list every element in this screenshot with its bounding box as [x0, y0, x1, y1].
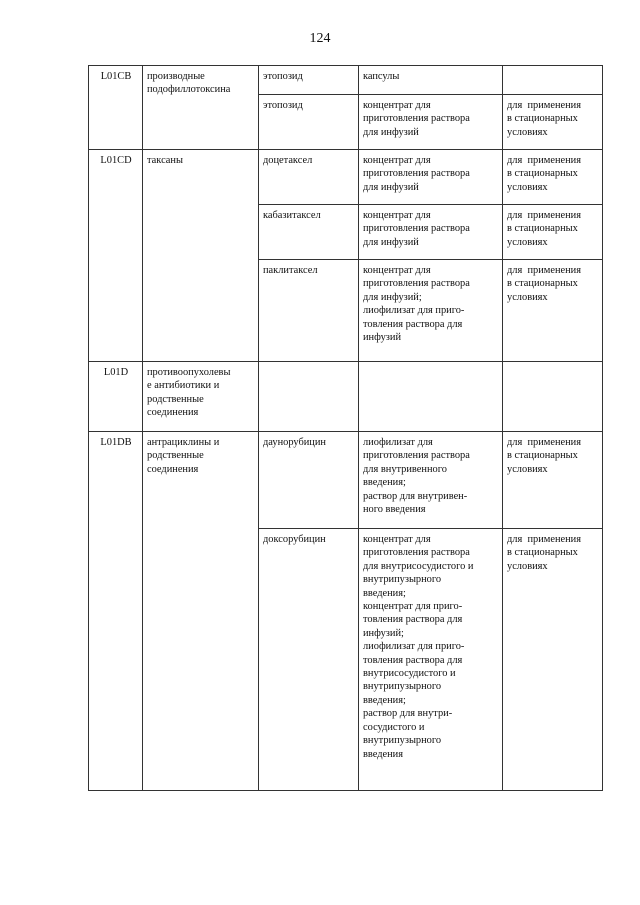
dosage-form-line: введения; [363, 587, 406, 599]
dosage-form-line: приготовления раствора [363, 168, 470, 180]
usage-condition-line: для применения [507, 210, 582, 221]
drug-name-cell [259, 95, 359, 150]
drug-name-cell [259, 362, 359, 432]
dosage-form-line: сосудистого и [363, 721, 425, 733]
anatomical-group-cell [143, 362, 259, 432]
drug-name-cell [259, 150, 359, 205]
drug-name-cell [259, 205, 359, 260]
dosage-form-line: концентрат для [363, 534, 431, 545]
atc-code-cell [89, 150, 143, 362]
group-line: антрациклины и [147, 437, 220, 448]
dosage-form-cell [359, 150, 503, 205]
dosage-form-line: раствор для внутривен- [363, 490, 468, 502]
usage-condition-cell [503, 432, 603, 529]
anatomical-group-cell [143, 150, 259, 362]
dosage-form-cell [359, 95, 503, 150]
dosage-form-cell [359, 260, 503, 362]
usage-condition-line: условиях [507, 291, 548, 303]
dosage-form-line: для внутрисосудистого и [363, 560, 474, 572]
group-line: родственные [147, 450, 204, 462]
usage-condition-line: условиях [507, 463, 548, 475]
usage-condition-cell [503, 362, 603, 432]
dosage-form-cell [359, 432, 503, 529]
drug-table [88, 65, 603, 791]
atc-code-cell [89, 432, 143, 791]
dosage-form-line: внутрипузырного [363, 574, 442, 586]
dosage-form-cell [359, 529, 503, 791]
atc-code: L01CD [100, 155, 132, 166]
dosage-form-line: введения [363, 748, 404, 760]
dosage-form-line: лиофилизат для [363, 437, 433, 448]
drug-name: даунорубицин [263, 437, 326, 448]
usage-condition-line: в стационарных [507, 223, 578, 235]
usage-condition-cell [503, 205, 603, 260]
dosage-form-cell [359, 362, 503, 432]
usage-condition-line: для применения [507, 534, 582, 545]
dosage-form-line: для внутривенного [363, 463, 447, 475]
dosage-form-line: для инфузий [363, 236, 419, 248]
table-row [89, 66, 603, 95]
page-number: 124 [309, 31, 331, 46]
dosage-form-line: ного введения [363, 504, 426, 516]
drug-name-cell [259, 432, 359, 529]
usage-condition-line: в стационарных [507, 113, 578, 125]
dosage-form-line: лиофилизат для приго- [363, 305, 465, 317]
table-row [89, 432, 603, 529]
dosage-form-line: раствор для внутри- [363, 708, 453, 720]
group-line: противоопухолевы [147, 367, 231, 378]
drug-name: паклитаксел [263, 265, 318, 276]
table-row [89, 150, 603, 205]
dosage-form-line: для инфузий; [363, 291, 422, 303]
drug-name: кабазитаксел [263, 210, 321, 221]
anatomical-group-cell [143, 66, 259, 150]
atc-code: L01DB [100, 437, 132, 448]
drug-name: доцетаксел [263, 155, 313, 166]
usage-condition-cell [503, 260, 603, 362]
dosage-form-line: инфузий [363, 332, 402, 344]
usage-condition-line: для применения [507, 265, 582, 276]
dosage-form-line: для инфузий [363, 181, 419, 193]
atc-code-cell [89, 362, 143, 432]
dosage-form-line: концентрат для [363, 100, 431, 111]
drug-name-cell [259, 66, 359, 95]
dosage-form-line: концентрат для приго- [363, 601, 463, 613]
dosage-form-line: для инфузий [363, 126, 419, 138]
atc-code: L01CB [100, 71, 132, 82]
dosage-form-line: концентрат для [363, 155, 431, 166]
anatomical-group-cell [143, 432, 259, 791]
dosage-form-line: приготовления раствора [363, 450, 470, 462]
dosage-form-line: приготовления раствора [363, 547, 470, 559]
group-line: е антибиотики и [147, 380, 220, 392]
usage-condition-line: для применения [507, 155, 582, 166]
dosage-form-line: товления раствора для [363, 318, 463, 330]
usage-condition-line: условиях [507, 126, 548, 138]
usage-condition-cell [503, 529, 603, 791]
dosage-form-line: капсулы [363, 71, 400, 82]
dosage-form-line: приготовления раствора [363, 223, 470, 235]
group-line: родственные [147, 393, 204, 405]
dosage-form-line: введения; [363, 477, 406, 489]
dosage-form-line: концентрат для [363, 210, 431, 221]
usage-condition-cell [503, 95, 603, 150]
dosage-form-line: внутрипузырного [363, 681, 442, 693]
usage-condition-line: в стационарных [507, 547, 578, 559]
drug-name: этопозид [263, 100, 303, 111]
group-line: соединения [147, 407, 199, 419]
usage-condition-line: в стационарных [507, 278, 578, 290]
dosage-form-line: товления раствора для [363, 614, 463, 626]
dosage-form-line: концентрат для [363, 265, 431, 276]
dosage-form-line: товления раствора для [363, 654, 463, 666]
usage-condition-line: условиях [507, 236, 548, 248]
dosage-form-line: приготовления раствора [363, 278, 470, 290]
usage-condition-cell [503, 150, 603, 205]
dosage-form-line: инфузий; [363, 627, 404, 639]
atc-code-cell [89, 66, 143, 150]
drug-name-cell [259, 529, 359, 791]
table-body [89, 66, 603, 791]
usage-condition-cell [503, 66, 603, 95]
dosage-form-line: введения; [363, 694, 406, 706]
dosage-form-cell [359, 66, 503, 95]
group-line: таксаны [147, 155, 183, 166]
usage-condition-line: условиях [507, 560, 548, 572]
drug-name: этопозид [263, 71, 303, 82]
dosage-form-cell [359, 205, 503, 260]
drug-name-cell [259, 260, 359, 362]
usage-condition-line: для применения [507, 100, 582, 111]
atc-code: L01D [103, 367, 129, 378]
usage-condition-line: в стационарных [507, 450, 578, 462]
dosage-form-line: лиофилизат для приго- [363, 641, 465, 653]
dosage-form-line: приготовления раствора [363, 113, 470, 125]
usage-condition-line: для применения [507, 437, 582, 448]
group-line: подофиллотоксина [147, 84, 231, 96]
drug-name: доксорубицин [263, 534, 326, 545]
dosage-form-line: внутрисосудистого и [363, 668, 456, 680]
usage-condition-line: условиях [507, 181, 548, 193]
dosage-form-line: внутрипузырного [363, 735, 442, 747]
group-line: соединения [147, 463, 199, 475]
usage-condition-line: в стационарных [507, 168, 578, 180]
group-line: производные [147, 71, 205, 82]
table-row [89, 362, 603, 432]
